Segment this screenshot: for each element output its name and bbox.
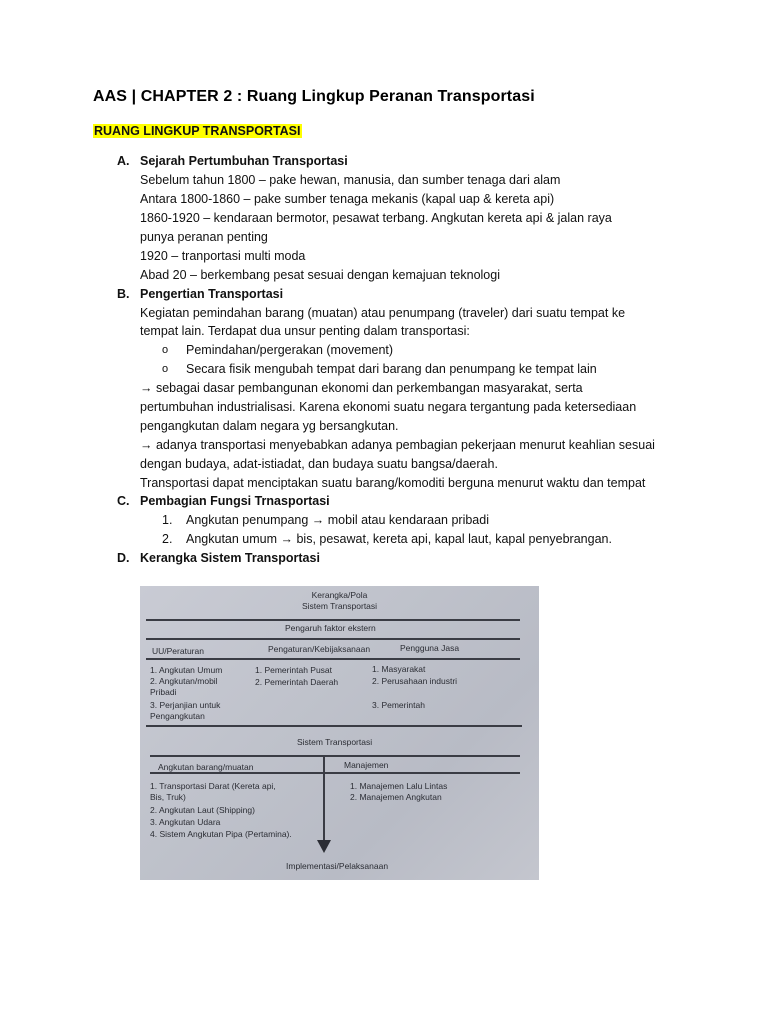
section-a-line: Antara 1800-1860 – pake sumber tenaga mekanis (kapal uap & kereta api) bbox=[140, 192, 555, 206]
diagram-mid-title: Sistem Transportasi bbox=[297, 737, 373, 747]
diagram-col3-header: Pengguna Jasa bbox=[400, 643, 460, 653]
diagram-right-item: 2. Manajemen Angkutan bbox=[350, 792, 442, 802]
diagram-vertical-divider bbox=[323, 755, 325, 845]
diagram-right-header: Manajemen bbox=[344, 760, 389, 770]
diagram-divider bbox=[146, 638, 520, 640]
section-b-intro-line: Kegiatan pemindahan barang (muatan) atau penumpang (traveler) dari suatu tempat ke bbox=[140, 306, 626, 320]
section-b-heading: Pengertian Transportasi bbox=[140, 287, 284, 301]
section-b-after-line: pengangkutan dalam negara yg bersangkutan. bbox=[140, 419, 399, 433]
diagram-col1-item: 2. Angkutan/mobil bbox=[150, 676, 218, 686]
section-a-line: 1860-1920 – kendaraan bermotor, pesawat terbang. Angkutan kereta api & jalan raya bbox=[140, 211, 612, 225]
diagram-left-item: 4. Sistem Angkutan Pipa (Pertamina). bbox=[150, 829, 292, 839]
diagram-divider bbox=[146, 619, 520, 621]
diagram-col1-item: 3. Perjanjian untuk bbox=[150, 700, 221, 710]
section-a-heading: Sejarah Pertumbuhan Transportasi bbox=[140, 154, 348, 168]
diagram-left-header: Angkutan barang/muatan bbox=[158, 762, 254, 772]
section-b-after-line: → sebagai dasar pembangunan ekonomi dan perkembangan masyarakat, serta bbox=[140, 381, 583, 395]
section-d-heading: Kerangka Sistem Transportasi bbox=[140, 551, 320, 565]
section-d-marker: D. bbox=[117, 551, 130, 565]
section-b-after-line: → adanya transportasi menyebabkan adanya pembagian pekerjaan menurut keahlian sesuai bbox=[140, 438, 655, 452]
diagram-divider bbox=[150, 755, 520, 757]
section-b-marker: B. bbox=[117, 287, 130, 301]
section-c-heading: Pembagian Fungsi Trnasportasi bbox=[140, 494, 330, 508]
diagram-col3-item: 1. Masyarakat bbox=[372, 664, 426, 674]
section-a-line: Abad 20 – berkembang pesat sesuai dengan kemajuan teknologi bbox=[140, 268, 500, 282]
transport-framework-diagram-photo bbox=[140, 586, 539, 880]
section-c-item-number: 2. bbox=[162, 532, 173, 546]
diagram-left-item: 1. Transportasi Darat (Kereta api, bbox=[150, 781, 276, 791]
section-c-marker: C. bbox=[117, 494, 130, 508]
page-title: AAS | CHAPTER 2 : Ruang Lingkup Peranan Transportasi bbox=[93, 88, 535, 105]
diagram-bottom-label: Implementasi/Pelaksanaan bbox=[286, 861, 389, 871]
section-b-intro-line: tempat lain. Terdapat dua unsur penting dalam transportasi: bbox=[140, 324, 470, 338]
bullet-marker: o bbox=[162, 344, 169, 356]
diagram-divider bbox=[146, 658, 520, 660]
diagram-top-box: Pengaruh faktor ekstern bbox=[285, 623, 376, 633]
diagram-col1-header: UU/Peraturan bbox=[152, 646, 204, 656]
section-a-marker: A. bbox=[117, 154, 130, 168]
section-b-bullet: Secara fisik mengubah tempat dari barang dan penumpang ke tempat lain bbox=[186, 362, 597, 376]
bullet-marker: o bbox=[162, 363, 169, 375]
section-c-item-text: Angkutan umum → bis, pesawat, kereta api, kapal laut, kapal penyebrangan. bbox=[186, 532, 612, 546]
diagram-divider bbox=[150, 772, 520, 774]
section-a-line: 1920 – tranportasi multi moda bbox=[140, 249, 306, 263]
section-a-line: punya peranan penting bbox=[140, 230, 268, 244]
section-c-item-number: 1. bbox=[162, 513, 173, 527]
diagram-right-item: 1. Manajemen Lalu Lintas bbox=[350, 781, 448, 791]
diagram-title-line2: Sistem Transportasi bbox=[301, 601, 378, 611]
section-b-after-line: Transportasi dapat menciptakan suatu barang/komoditi berguna menurut waktu dan tempat bbox=[140, 476, 646, 490]
diagram-divider bbox=[146, 725, 522, 727]
down-arrow-icon bbox=[316, 840, 332, 854]
diagram-left-item: 2. Angkutan Laut (Shipping) bbox=[150, 805, 255, 815]
diagram-col2-item: 1. Pemerintah Pusat bbox=[255, 665, 333, 675]
section-c-item-text: Angkutan penumpang → mobil atau kendaraan pribadi bbox=[186, 513, 489, 527]
diagram-left-item: Bis, Truk) bbox=[150, 792, 186, 802]
section-b-after-line: dengan budaya, adat-istiadat, dan budaya suatu bangsa/daerah. bbox=[140, 457, 498, 471]
diagram-col3-item: 2. Perusahaan industri bbox=[372, 676, 458, 686]
diagram-col1-item: Pengangkutan bbox=[150, 711, 205, 721]
diagram-col1-item: 1. Angkutan Umum bbox=[150, 665, 223, 675]
section-a-line: Sebelum tahun 1800 – pake hewan, manusia, dan sumber tenaga dari alam bbox=[140, 173, 561, 187]
diagram-col2-item: 2. Pemerintah Daerah bbox=[255, 677, 339, 687]
diagram-title-line1: Kerangka/Pola bbox=[311, 590, 368, 600]
section-b-after-line: pertumbuhan industrialisasi. Karena ekonomi suatu negara tergantung pada ketersediaan bbox=[140, 400, 637, 414]
section-b-bullet: Pemindahan/pergerakan (movement) bbox=[186, 343, 394, 357]
diagram-col1-item: Pribadi bbox=[150, 687, 177, 697]
diagram-col3-item: 3. Pemerintah bbox=[372, 700, 425, 710]
diagram-left-item: 3. Angkutan Udara bbox=[150, 817, 221, 827]
section-title-highlight: RUANG LINGKUP TRANSPORTASI bbox=[94, 124, 301, 138]
diagram-col2-header: Pengaturan/Kebijaksanaan bbox=[268, 644, 371, 654]
